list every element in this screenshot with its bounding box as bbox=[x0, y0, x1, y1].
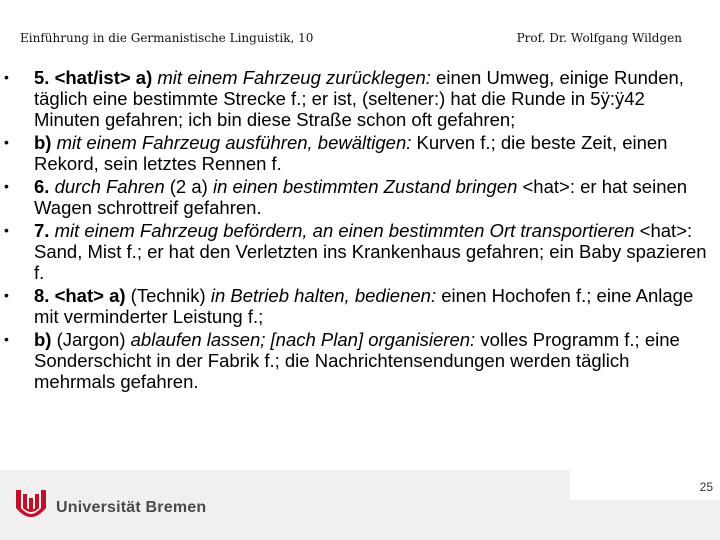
bullet-dot: • bbox=[4, 178, 9, 194]
bullet-dot: • bbox=[4, 134, 9, 150]
bullet-label: b) bbox=[34, 132, 52, 153]
bullet-text: einen Hochofen f.; eine Anlage mit verminderter Leistung f.; bbox=[34, 285, 694, 327]
university-name: Universität Bremen bbox=[56, 498, 207, 516]
footer bbox=[0, 470, 720, 540]
university-bremen-logo-icon bbox=[14, 488, 48, 527]
bullet-definition: mit einem Fahrzeug ausführen, bewältigen: bbox=[56, 132, 412, 153]
bullet-label: b) bbox=[34, 329, 52, 350]
bullet-text: (Technik) bbox=[125, 285, 211, 306]
bullet-text: <hat>: er hat seinen Wagen schrottreif gefahren. bbox=[34, 176, 688, 218]
bullet-item bbox=[0, 285, 720, 327]
bullet-text: (2 a) bbox=[164, 176, 213, 197]
bullet-definition: durch Fahren bbox=[54, 176, 165, 197]
bullet-dot: • bbox=[4, 222, 9, 238]
bullet-dot: • bbox=[4, 287, 9, 303]
bullet-label: 5. <hat/ist> a) bbox=[34, 67, 153, 88]
bullet-text: (Jargon) bbox=[51, 329, 131, 350]
bullet-item bbox=[0, 67, 720, 130]
course-title: Einführung in die Germanistische Linguistik, 10 bbox=[20, 31, 314, 45]
bullet-text: <hat>: Sand, Mist f.; er hat den Verletzten ins Krankenhaus gefahren; ein Baby spazieren f. bbox=[34, 220, 707, 283]
bullet-label: 6. bbox=[34, 176, 50, 197]
university-logo bbox=[14, 488, 206, 527]
bullet-definition: mit einem Fahrzeug zurücklegen: bbox=[157, 67, 431, 88]
bullet-dot: • bbox=[4, 331, 9, 347]
bullet-label: 7. bbox=[34, 220, 50, 241]
bullet-definition: ablaufen lassen; [nach Plan] organisieren: bbox=[130, 329, 476, 350]
professor-name: Prof. Dr. Wolfgang Wildgen bbox=[516, 31, 682, 45]
bullet-definition: in Betrieb halten, bedienen: bbox=[210, 285, 437, 306]
bullet-definition: mit einem Fahrzeug befördern, an einen bestimmten Ort transportieren bbox=[54, 220, 635, 241]
page-number: 25 bbox=[699, 480, 713, 494]
bullet-label: 8. <hat> a) bbox=[34, 285, 126, 306]
bullet-item bbox=[0, 176, 720, 218]
bullet-item bbox=[0, 220, 720, 283]
bullet-text: einen Umweg, einige Runden, täglich eine bestimmte Strecke f.; er ist, (seltener:) hat die Runde in 5ÿ:ÿ42 Minuten gefahren; ich bin diese Straße schon oft gefahren; bbox=[34, 67, 684, 130]
page-number-box bbox=[570, 470, 720, 500]
bullet-list bbox=[0, 67, 720, 392]
bullet-dot: • bbox=[4, 69, 9, 85]
bullet-text: Kurven f.; die beste Zeit, einen Rekord, sein letztes Rennen f. bbox=[34, 132, 668, 174]
bullet-item bbox=[0, 132, 720, 174]
slide-content bbox=[0, 67, 720, 394]
bullet-definition: in einen bestimmten Zustand bringen bbox=[212, 176, 518, 197]
bullet-item bbox=[0, 329, 720, 392]
bullet-text: volles Programm f.; eine Sonderschicht in der Fabrik f.; die Nachrichtensendungen werden täglich mehrmals gefahren. bbox=[34, 329, 680, 392]
